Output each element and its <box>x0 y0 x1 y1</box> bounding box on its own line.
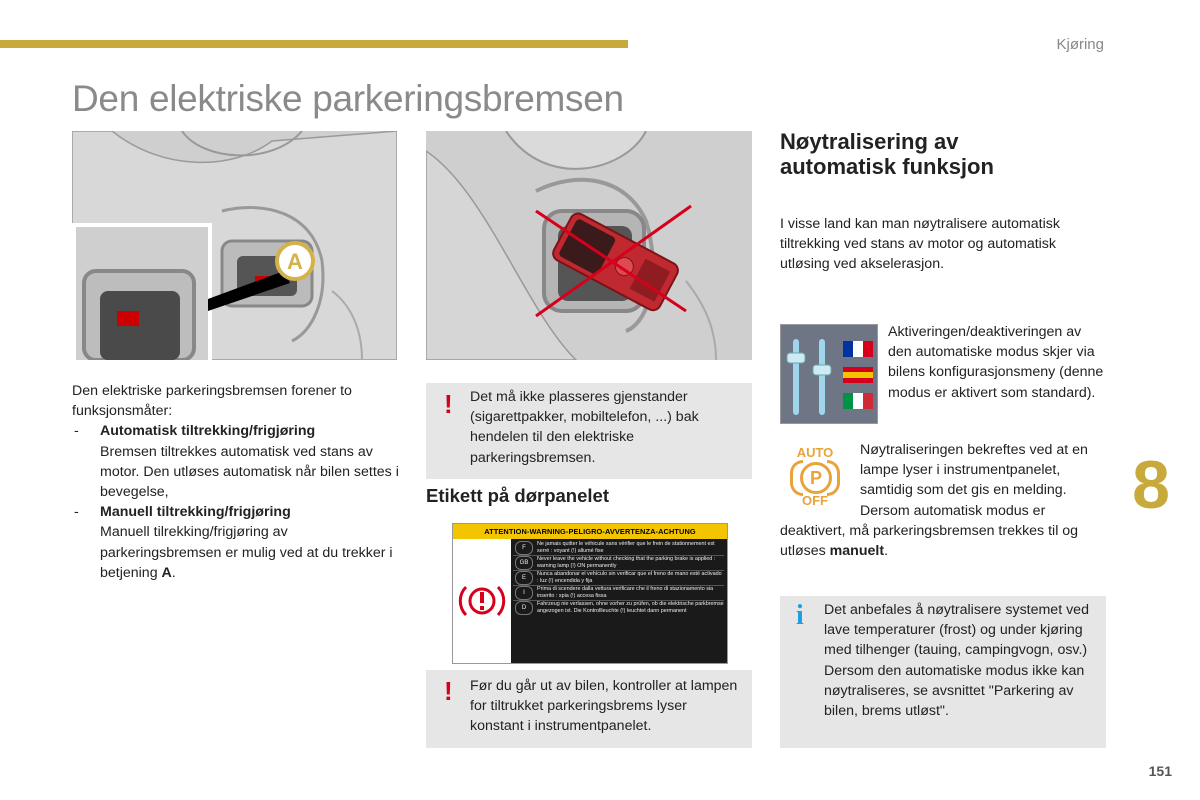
warning-icon: ! <box>444 676 453 706</box>
console-drawing <box>72 131 397 360</box>
neutralization-intro: I visse land kan man nøytralisere automatisk tiltrekking ved stans av motor og automatisk utløsing ved akselerasjon. <box>780 216 1060 273</box>
label-row-d: D Fahrzeug nie verlassen, ohne vorher zu prüfen, ob die elektrische parkbremse angezogen ist. Die Kontrollleuchte (!) leuchtet dann permanent <box>513 600 724 615</box>
section-title: Kjøring <box>1056 36 1104 53</box>
warning-box-lamp <box>426 670 752 748</box>
label-section-heading: Etikett på dørpanelet <box>426 485 609 506</box>
mode-automatic-body: Bremsen tiltrekkes automatisk ved stans av motor. Den utløses automatisk når bilen settes i bevegelse, <box>100 443 399 501</box>
marker-a: A <box>287 249 303 274</box>
control-a-ref: A <box>161 564 172 581</box>
header-accent-bar <box>0 40 628 48</box>
door-panel-label <box>452 523 728 664</box>
neutralization-heading: Nøytralisering av automatisk funksjon <box>780 129 994 179</box>
confirmation-text: Nøytraliseringen bekreftes ved at en lampe lyser i instrumentpanelet, samtidig som det gis en melding. Dersom automatisk modus er <box>860 442 1088 519</box>
mode-manual-body: Manuell tilrekking/frigjøring av parkeringsbremsen er mulig ved at du trekker i betjening <box>100 524 393 581</box>
auto-park-off-icon: AUTO P OFF <box>786 446 844 510</box>
mode-list <box>72 421 402 583</box>
intro-lead: Den elektriske parkeringsbremsen forener to funksjonsmåter: <box>72 383 352 420</box>
mode-automatic-title: Automatisk tiltrekking/frigjøring <box>100 423 316 440</box>
info-box-recommendation <box>780 596 1106 748</box>
warning-text: Det må ikke plasseres gjenstander (sigarettpakker, mobiltelefon, ...) bak hendelen til den elektriske parkeringsbremsen. <box>470 389 699 466</box>
forbidden-drawing <box>426 131 752 360</box>
label-row-gb: GB Never leave the vehicle without checking that the parking brake is applied : warning lamp (!) ON permanently <box>513 555 724 570</box>
page-number: 151 <box>1148 763 1172 779</box>
list-item: - Manuell tiltrekking/frigjøring Manuell tilrekking/frigjøring av parkeringsbremsen er mulig ved at du trekker i betjening A. <box>72 502 402 583</box>
manual-text: deaktivert, må parkeringsbremsen trekkes til og utløses manuelt. <box>780 523 1079 560</box>
page-title: Den elektriske parkeringsbremsen <box>72 78 624 119</box>
config-menu-icon <box>780 324 878 424</box>
config-text: Aktiveringen/deaktiveringen av den automatiske modus skjer via bilens konfigurasjonsmeny (denne modus er aktivert som standard). <box>888 324 1104 401</box>
label-header: ATTENTION-WARNING-PELIGRO-AVVERTENZA-ACHTUNG <box>453 524 727 539</box>
chapter-number: 8 <box>1132 447 1170 523</box>
info-text: Det anbefales å nøytralisere systemet ved lave temperaturer (frost) og under kjøring med tilhenger (tauing, campingvogn, osv.) Dersom den automatiske modus ikke kan nøytraliseres, se avsnittet "Parkering av bilen, brems utløst". <box>824 602 1089 720</box>
label-row-f: F Ne jamais quitter le véhicule sans vérifier que le frein de stationnement est serré : voyant (!) allumé fixe <box>513 541 724 555</box>
warning-icon: ! <box>444 389 453 419</box>
mode-manual-title: Manuell tiltrekking/frigjøring <box>100 504 291 521</box>
label-row-e: E Nunca abandonar el vehículo sin verificar que el freno de mano esté activado : luz (!) encendida y fija <box>513 570 724 585</box>
list-item <box>72 421 402 502</box>
forbidden-object-illustration <box>426 131 752 360</box>
intro-text <box>72 381 402 583</box>
info-icon: i <box>796 600 804 631</box>
warning-box-objects <box>426 383 752 479</box>
brake-warning-icon <box>453 539 511 663</box>
label-row-i: I Prima di scendere dalla vettura verificare che il freno di stazionamento sia inserito : spia (!) accesa fissa <box>513 585 724 600</box>
label-rows <box>511 539 727 663</box>
console-illustration <box>72 131 397 360</box>
warning-text: Før du går ut av bilen, kontroller at lampen for tiltrukket parkeringsbrems lyser konstant i instrumentpanelet. <box>470 678 738 735</box>
